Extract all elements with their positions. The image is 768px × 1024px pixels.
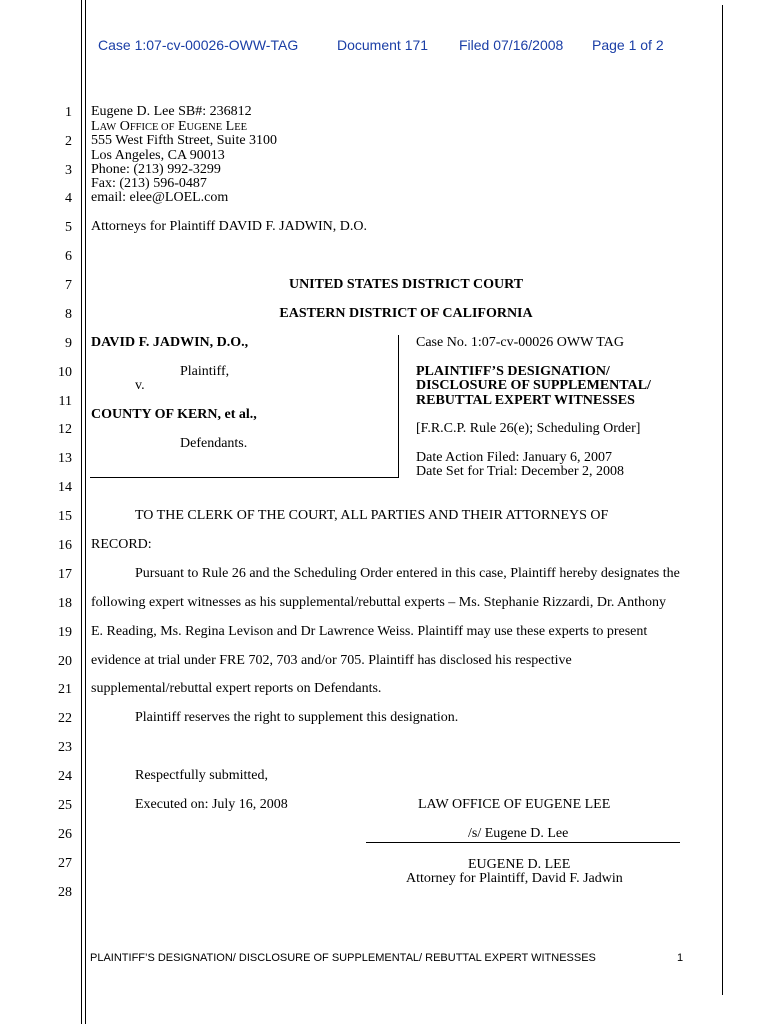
defendant-name: COUNTY OF KERN, et al., <box>91 407 257 422</box>
paragraph-1-line-4: evidence at trial under FRE 702, 703 and/or 705. Plaintiff has disclosed his respective <box>91 653 572 668</box>
line-number: 24 <box>58 769 72 784</box>
plaintiff-name: DAVID F. JADWIN, D.O., <box>91 335 249 350</box>
line-number: 7 <box>65 278 72 293</box>
line-number: 5 <box>65 220 72 235</box>
right-margin-rule <box>722 5 723 995</box>
signer-title: Attorney for Plaintiff, David F. Jadwin <box>406 871 623 886</box>
line-number: 26 <box>58 827 72 842</box>
court-district: EASTERN DISTRICT OF CALIFORNIA <box>279 306 533 321</box>
line-number: 23 <box>58 740 72 755</box>
fax: Fax: (213) 596-0487 <box>91 176 207 191</box>
left-margin-rule-inner <box>85 0 86 1024</box>
line-number: 3 <box>65 163 72 178</box>
line-number: 22 <box>58 711 72 726</box>
date-action-filed: Date Action Filed: January 6, 2007 <box>416 450 612 465</box>
phone: Phone: (213) 992-3299 <box>91 162 221 177</box>
versus: v. <box>135 378 145 393</box>
line-number: 28 <box>58 885 72 900</box>
email: email: elee@LOEL.com <box>91 190 229 205</box>
signature-rule <box>366 842 680 843</box>
paragraph-1-line-5: supplemental/rebuttal expert reports on Defendants. <box>91 681 382 696</box>
footer-page-number: 1 <box>677 952 684 964</box>
law-firm-name: LAW OFFICE OF EUGENE LEE <box>91 119 248 134</box>
paragraph-2: Plaintiff reserves the right to supplement this designation. <box>135 710 459 725</box>
case-number: Case No. 1:07-cv-00026 OWW TAG <box>416 335 624 350</box>
line-number: 1 <box>65 105 72 120</box>
rule-reference: [F.R.C.P. Rule 26(e); Scheduling Order] <box>416 421 641 436</box>
plaintiff-role: Plaintiff, <box>180 364 230 379</box>
document-title-line-3: REBUTTAL EXPERT WITNESSES <box>416 393 635 408</box>
execution-date: Executed on: July 16, 2008 <box>135 797 288 812</box>
line-number: 12 <box>58 422 72 437</box>
line-number: 17 <box>58 567 72 582</box>
document-title-line-2: DISCLOSURE OF SUPPLEMENTAL/ <box>416 378 651 393</box>
address-line-2: Los Angeles, CA 90013 <box>91 148 225 163</box>
closing: Respectfully submitted, <box>135 768 268 783</box>
line-number: 4 <box>65 191 72 206</box>
signature-firm: LAW OFFICE OF EUGENE LEE <box>418 797 611 812</box>
line-number: 20 <box>58 654 72 669</box>
paragraph-1-line-2: following expert witnesses as his supplemental/rebuttal experts – Ms. Stephanie Rizzardi, Dr. Anthony <box>91 595 667 610</box>
line-number: 9 <box>65 336 72 351</box>
header-filed-date: Filed 07/16/2008 <box>459 37 564 53</box>
line-number: 11 <box>58 394 72 409</box>
court-name: UNITED STATES DISTRICT COURT <box>288 277 524 292</box>
line-number: 18 <box>58 596 72 611</box>
electronic-signature: /s/ Eugene D. Lee <box>468 826 569 841</box>
defendant-role: Defendants. <box>180 436 248 451</box>
line-number: 2 <box>65 134 72 149</box>
header-page: Page 1 of 2 <box>592 37 664 53</box>
line-number: 6 <box>65 249 72 264</box>
paragraph-1-line-1: Pursuant to Rule 26 and the Scheduling Order entered in this case, Plaintiff hereby designates the <box>135 566 680 581</box>
line-number: 16 <box>58 538 72 553</box>
line-number: 8 <box>65 307 72 322</box>
line-number: 19 <box>58 625 72 640</box>
attorneys-for: Attorneys for Plaintiff DAVID F. JADWIN, D.O. <box>91 219 368 234</box>
caption-bottom-rule <box>90 477 398 478</box>
paragraph-1-line-3: E. Reading, Ms. Regina Levison and Dr Lawrence Weiss. Plaintiff may use these experts to present <box>91 624 648 639</box>
attorney-name-bar: Eugene D. Lee SB#: 236812 <box>91 104 252 119</box>
left-margin-rule-outer <box>81 0 82 1024</box>
line-number: 13 <box>58 451 72 466</box>
caption-divider <box>398 335 399 478</box>
date-set-for-trial: Date Set for Trial: December 2, 2008 <box>416 464 625 479</box>
line-number: 21 <box>58 682 72 697</box>
line-number: 10 <box>58 365 72 380</box>
line-number: 14 <box>58 480 72 495</box>
footer-title: PLAINTIFF’S DESIGNATION/ DISCLOSURE OF SUPPLEMENTAL/ REBUTTAL EXPERT WITNESSES <box>90 952 596 964</box>
signer-name: EUGENE D. LEE <box>468 857 571 872</box>
address-line-1: 555 West Fifth Street, Suite 3100 <box>91 133 278 148</box>
line-number: 27 <box>58 856 72 871</box>
header-document: Document 171 <box>337 37 429 53</box>
document-title-line-1: PLAINTIFF’S DESIGNATION/ <box>416 364 610 379</box>
line-number: 25 <box>58 798 72 813</box>
salutation-line-2: RECORD: <box>91 537 152 552</box>
header-case-number: Case 1:07-cv-00026-OWW-TAG <box>98 37 299 53</box>
salutation-line-1: TO THE CLERK OF THE COURT, ALL PARTIES AND THEIR ATTORNEYS OF <box>135 508 609 523</box>
line-number: 15 <box>58 509 72 524</box>
